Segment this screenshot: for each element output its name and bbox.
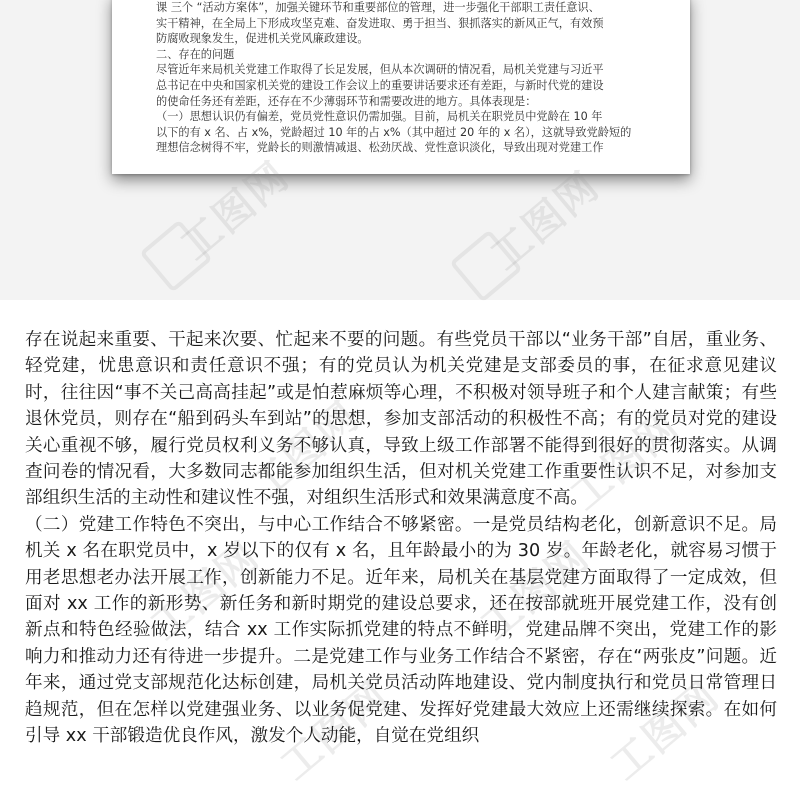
watermark-logo: 工图网 <box>472 533 599 650</box>
watermark-logo: 工图网 <box>602 673 729 790</box>
watermark-logo: 工图网 <box>242 393 369 510</box>
preview-line: 以下的有 x 名、占 x%，党龄超过 10 年的占 x%（其中超过 20 年的 x 名），这就导致党龄短的 <box>156 125 632 139</box>
watermark-logo: 工图网 <box>562 403 689 520</box>
watermark-logo: 工图网 <box>272 673 399 790</box>
preview-line: 的使命任务还有差距，还存在不少薄弱环节和需要改进的地方。具体表现是： <box>156 94 537 108</box>
preview-line: 防腐败现象发生，促进机关党风廉政建设。 <box>156 32 369 46</box>
body-paragraph: 存在说起来重要、干起来次要、忙起来不要的问题。有些党员干部以“业务干部”自居，重业务、轻党建，忧患意识和责任意识不强；有的党员认为机关党建是支部委员的事，在征求意见建议时，往往因“事不关己高高挂起”或是怕惹麻烦等心理，不积极对领导班子和个人建言献策；有些退休党员，则存在“船到码头车到站”的思想，参加支部活动的积极性不高；有的党员对党的建设关心重视不够，履行党员权利义务不够认真，导致上级工作部署不能得到很好的贯彻落实。从调查问卷的情况看，大多数同志都能参加组织生活，但对机关党建工作重要性认识不足，对参加支部组织生活的主动性和建议性不强，对组织生活形式和效果满意度不高。 <box>25 330 777 509</box>
preview-line: 课 三个 “活动方案体”，加强关键环节和重要部位的管理，进一步强化干部职工责任意识、 <box>156 1 600 14</box>
preview-line: 理想信念树得不牢，党龄长的则激情减退、松劲厌战、党性意识淡化，导致出现对党建工作 <box>156 141 604 155</box>
preview-line: 总书记在中央和国家机关党的建设工作会议上的重要讲话要求还有差距，与新时代党的建设 <box>156 78 604 92</box>
watermark-logo: 工图网 <box>142 533 269 650</box>
document-body <box>25 327 777 750</box>
document-preview-card <box>112 0 690 174</box>
preview-line: 实干精神，在全局上下形成攻坚克难、奋发进取、勇于担当、狠抓落实的新风正气，有效预 <box>156 16 604 30</box>
preview-heading: 二、存在的问题 <box>156 47 235 61</box>
document-preview-text <box>112 0 690 156</box>
preview-line: 尽管近年来局机关党建工作取得了长足发展，但从本次调研的情况看，局机关党建与习近平 <box>156 63 604 77</box>
body-paragraph-section: （二）党建工作特色不突出，与中心工作结合不够紧密。一是党员结构老化，创新意识不足。局机关 x 名在职党员中，x 岁以下的仅有 x 名，且年龄最小的为 30 岁。年龄老化，就容易习惯于用老思想老办法开展工作，创新能力不足。近年来，局机关在基层党建方面取得了一定成效，但面对 xx 工作的新形势、新任务和新时期党的建设总要求，还在按部就班开展党建工作，没有创新点和特色经验做法，结合 xx 工作实际抓党建的特点不鲜明，党建品牌不突出，党建工作的影响力和推动力还有待进一步提升。二是党建工作与业务工作结合不紧密，存在“两张皮”问题。近年来，通过党支部规范化达标创建，局机关党员活动阵地建设、党内制度执行和党员日常管理日趋规范，但在怎样以党建强业务、以业务促党建、发挥好党建最大效应上还需继续探索。在如何引导 xx 干部锻造优良作风，激发个人动能，自觉在党组织 <box>25 514 777 747</box>
preview-line: （一）思想认识仍有偏差，党员党性意识仍需加强。目前，局机关在职党员中党龄在 10 年 <box>156 110 603 124</box>
